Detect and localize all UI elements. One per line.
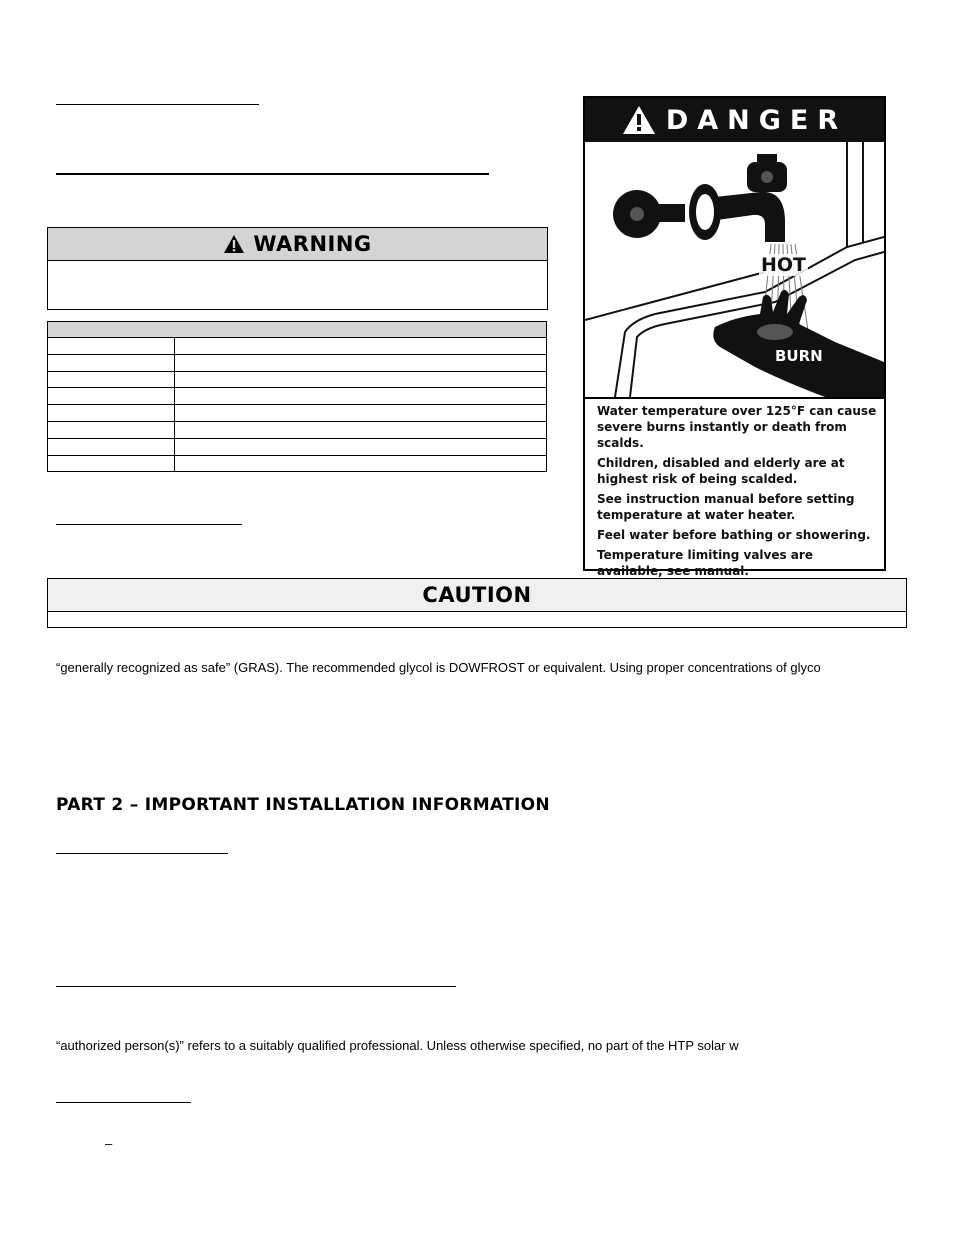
gras-text: “generally recognized as safe” (GRAS). The recommended glycol is DOWFROST or equivalent. Using proper concentrations of glyco: [56, 660, 821, 675]
warning-box: [47, 227, 548, 310]
heading-underline-4: [56, 853, 228, 854]
hot-label: HOT: [761, 254, 807, 276]
table-row: [48, 388, 547, 405]
caution-box: [47, 578, 907, 628]
part2-heading: PART 2 – IMPORTANT INSTALLATION INFORMATION: [56, 795, 550, 815]
caution-label: CAUTION: [422, 583, 532, 607]
data-table: [47, 321, 547, 472]
danger-line: Children, disabled and elderly are at highest risk of being scalded.: [597, 456, 845, 486]
warning-label: WARNING: [253, 232, 372, 256]
danger-label: [583, 96, 886, 578]
heading-underline-1: [56, 104, 259, 105]
heading-underline-2: [56, 173, 489, 175]
danger-title: DANGER: [665, 104, 848, 136]
heading-underline-6: [56, 1102, 191, 1103]
caution-header: [48, 579, 906, 612]
danger-line: See instruction manual before setting temperature at water heater.: [597, 492, 855, 522]
danger-line: Feel water before bathing or showering.: [597, 528, 871, 542]
danger-line: Temperature limiting valves are available, see manual.: [597, 548, 813, 578]
table-header-row: [48, 322, 547, 338]
table-row: [48, 354, 547, 371]
table-row: [48, 371, 547, 388]
danger-triangle-icon: [622, 105, 656, 135]
dash-text: –: [105, 1136, 113, 1151]
table-row: [48, 405, 547, 422]
heading-underline-3: [56, 524, 242, 525]
heading-underline-5: [56, 986, 456, 987]
table-row: [48, 455, 547, 472]
warning-header: [48, 228, 547, 261]
authorized-text: “authorized person(s)” refers to a suitably qualified professional. Unless otherwise specified, no part of the HTP solar w: [56, 1038, 739, 1053]
scald-illustration: [585, 142, 884, 399]
danger-header: [585, 98, 884, 142]
danger-text: [597, 403, 877, 583]
table-row: [48, 438, 547, 455]
table-row: [48, 338, 547, 355]
danger-line: Water temperature over 125°F can cause severe burns instantly or death from scalds.: [597, 404, 877, 450]
burn-label: BURN: [775, 347, 823, 365]
table-row: [48, 421, 547, 438]
warning-triangle-icon: [223, 234, 245, 254]
